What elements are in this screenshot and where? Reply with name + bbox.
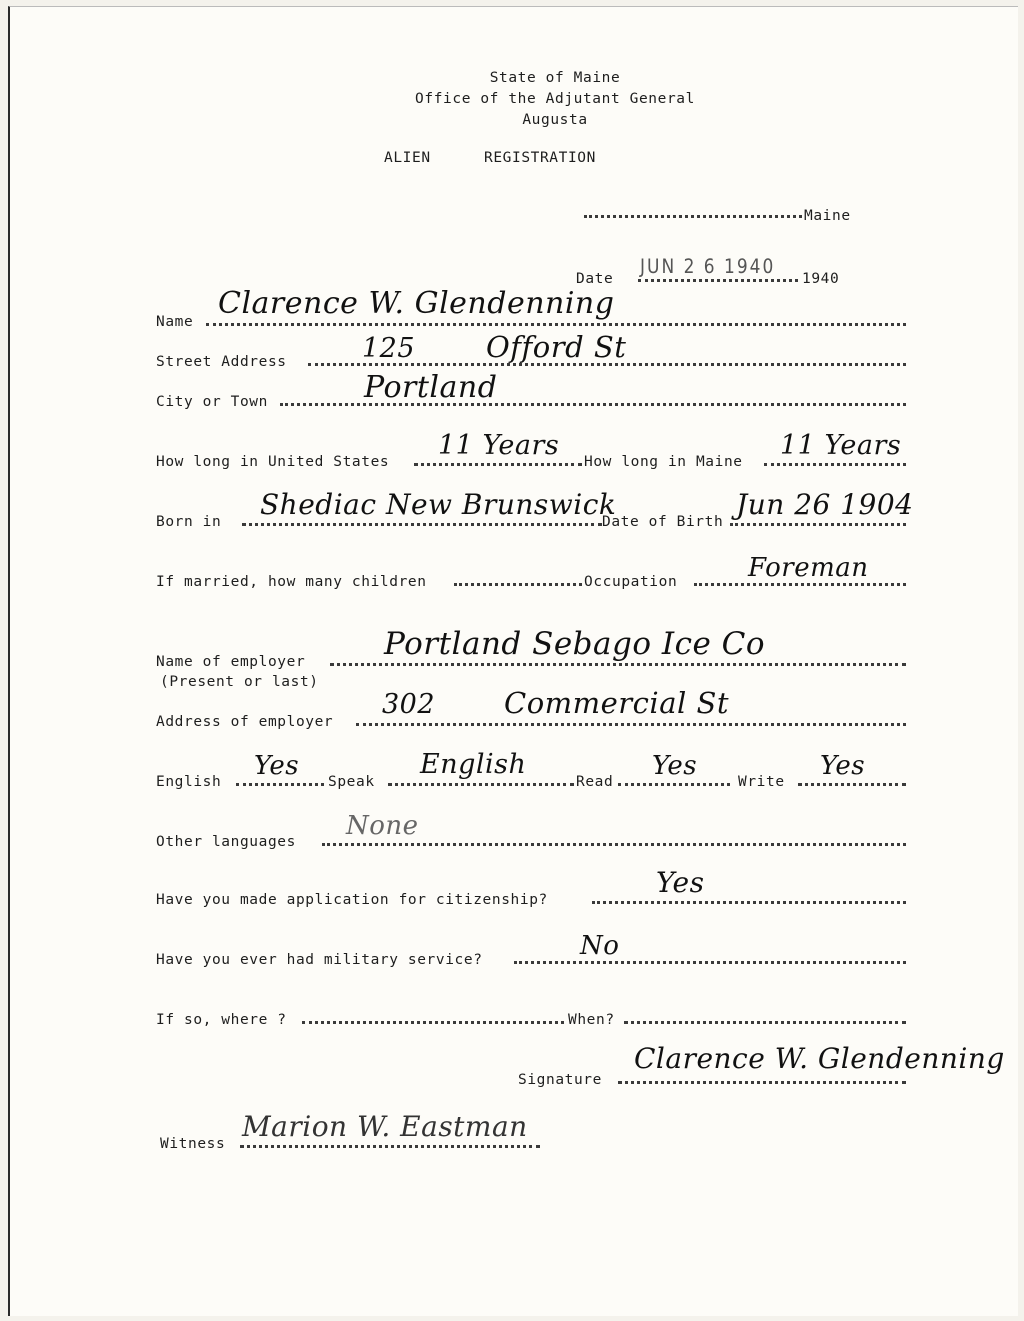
employer-value: Portland Sebago Ice Co bbox=[384, 626, 766, 662]
employer-sublabel: (Present or last) bbox=[160, 674, 319, 690]
registration-form bbox=[8, 6, 1018, 1316]
citizenship-dots bbox=[592, 901, 906, 904]
witness-value: Marion W. Eastman bbox=[242, 1110, 528, 1143]
military-label: Have you ever had military service? bbox=[156, 952, 483, 968]
title-alien: ALIEN bbox=[384, 150, 431, 166]
date-label: Date bbox=[576, 271, 614, 287]
name-value: Clarence W. Glendenning bbox=[218, 286, 615, 321]
born-in-label: Born in bbox=[156, 514, 222, 530]
other-languages-dots bbox=[322, 843, 906, 846]
english-value: Yes bbox=[254, 751, 300, 781]
military-dots bbox=[514, 961, 906, 964]
speak-value: English bbox=[420, 749, 527, 780]
city-value: Portland bbox=[364, 370, 498, 405]
where-label: If so, where ? bbox=[156, 1012, 287, 1028]
read-dots bbox=[618, 783, 730, 786]
birth-date-label: Date of Birth bbox=[602, 514, 724, 530]
military-value: No bbox=[580, 931, 620, 961]
date-year: 1940 bbox=[802, 271, 840, 287]
years-us-label: How long in United States bbox=[156, 454, 390, 470]
date-dots bbox=[638, 279, 798, 282]
years-maine-label: How long in Maine bbox=[584, 454, 743, 470]
street-label: Street Address bbox=[156, 354, 287, 370]
header-state: State of Maine bbox=[489, 70, 621, 86]
speak-label: Speak bbox=[328, 774, 375, 790]
header-city: Augusta bbox=[522, 112, 588, 128]
title-registration: REGISTRATION bbox=[484, 150, 596, 166]
occupation-dots bbox=[694, 583, 906, 586]
birth-date-dots bbox=[730, 523, 906, 526]
children-label: If married, how many children bbox=[156, 574, 427, 590]
employer-label: Name of employer bbox=[156, 654, 306, 670]
write-value: Yes bbox=[820, 751, 866, 781]
signature-label: Signature bbox=[518, 1072, 602, 1088]
witness-label: Witness bbox=[160, 1136, 226, 1152]
date-stamp: JUN 2 6 1940 bbox=[640, 255, 776, 279]
street-number: 125 bbox=[362, 333, 416, 364]
read-value: Yes bbox=[652, 751, 698, 781]
when-dots bbox=[624, 1021, 906, 1024]
years-us-dots bbox=[414, 463, 582, 466]
place-suffix: Maine bbox=[804, 208, 851, 224]
other-languages-value: None bbox=[346, 811, 419, 841]
write-label: Write bbox=[738, 774, 785, 790]
employer-address-street: Commercial St bbox=[504, 686, 729, 720]
employer-dots bbox=[330, 663, 906, 666]
name-label: Name bbox=[156, 314, 194, 330]
employer-address-label: Address of employer bbox=[156, 714, 334, 730]
birth-date-value: Jun 26 1904 bbox=[736, 488, 914, 521]
witness-dots bbox=[240, 1145, 540, 1148]
name-dots bbox=[206, 323, 906, 326]
city-label: City or Town bbox=[156, 394, 268, 410]
when-label: When? bbox=[568, 1012, 615, 1028]
english-dots bbox=[236, 783, 324, 786]
header-office: Office of the Adjutant General bbox=[415, 91, 695, 107]
citizenship-label: Have you made application for citizenship? bbox=[156, 892, 548, 908]
employer-address-number: 302 bbox=[382, 689, 436, 720]
signature-value: Clarence W. Glendenning bbox=[634, 1042, 1005, 1075]
where-dots bbox=[302, 1021, 564, 1024]
children-dots bbox=[454, 583, 582, 586]
years-maine-value: 11 Years bbox=[780, 430, 902, 461]
other-languages-label: Other languages bbox=[156, 834, 296, 850]
english-label: English bbox=[156, 774, 222, 790]
signature-dots bbox=[618, 1081, 906, 1084]
place-dots bbox=[584, 215, 802, 218]
street-name: Offord St bbox=[486, 330, 627, 364]
employer-address-dots bbox=[356, 723, 906, 726]
years-maine-dots bbox=[764, 463, 906, 466]
years-us-value: 11 Years bbox=[438, 430, 560, 461]
read-label: Read bbox=[576, 774, 614, 790]
occupation-label: Occupation bbox=[584, 574, 678, 590]
occupation-value: Foreman bbox=[748, 553, 869, 583]
speak-dots bbox=[388, 783, 574, 786]
born-in-dots bbox=[242, 523, 602, 526]
born-in-value: Shediac New Brunswick bbox=[260, 488, 617, 521]
citizenship-value: Yes bbox=[656, 866, 705, 899]
write-dots bbox=[798, 783, 906, 786]
